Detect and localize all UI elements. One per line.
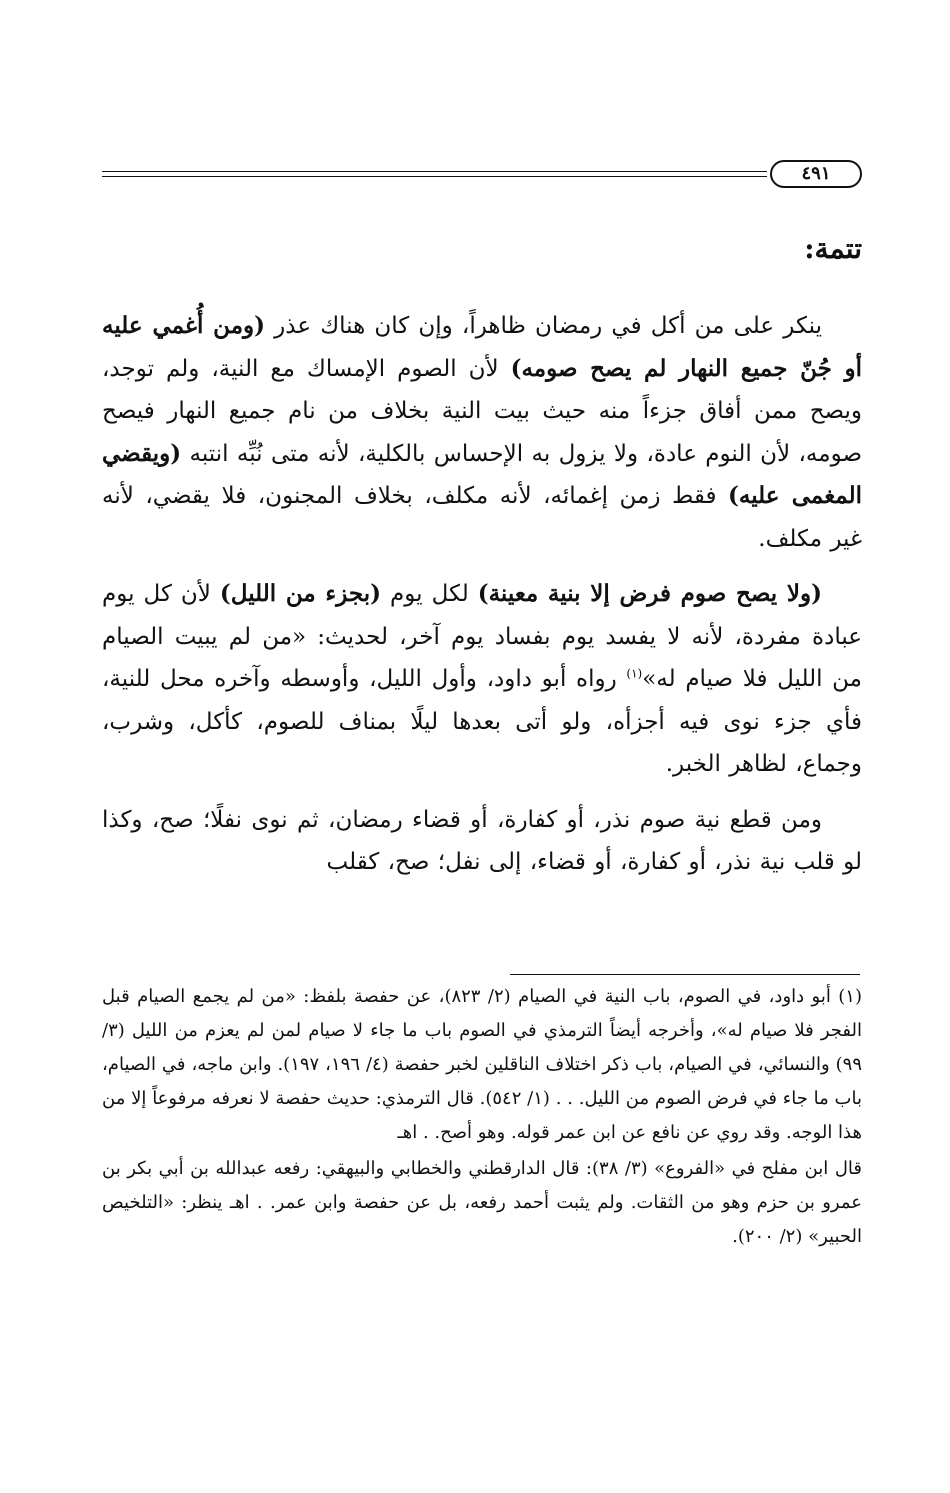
text-segment: لأن كل يوم عبادة مفردة، لأنه لا يفسد يوم بفساد يوم آخر، لحديث: «من لم يبيت الصيام من الليل فلا صيام له» <box>102 581 863 692</box>
footnote-1-continuation: قال ابن مفلح في «الفروع» (٣/ ٣٨): قال الدارقطني والخطابي والبيهقي: رفعه عبدالله بن أبي بكر بن عمرو بن حزم وهو من الثقات. ولم يثبت أحمد رفعه، بل عن حفصة وابن عمر. . اهـ ينظر: «التلخيص الحبير» (٢/ ٢٠٠). <box>102 1158 862 1247</box>
page-number: ٤٩١ <box>770 160 862 188</box>
paragraph-1 <box>102 305 862 560</box>
text-segment: ومن قطع نية صوم نذر، أو كفارة، أو قضاء رمضان، ثم نوى نفلًا؛ صح، وكذا لو قلب نية نذر، أو كفارة، أو قضاء، إلى نفل؛ صح، كقلب <box>102 806 862 875</box>
bold-text-segment: (ومن أُغمي عليه أو جُنّ جميع النهار لم يصح صومه) <box>102 312 862 382</box>
footnote-reference: (١) <box>626 666 643 681</box>
page-header <box>102 160 862 188</box>
bold-text-segment: (ويقضي المغمى عليه) <box>102 439 862 509</box>
paragraph-2 <box>102 573 862 786</box>
main-text <box>102 225 862 897</box>
footnote-1: (١) أبو داود، في الصوم، باب النية في الصيام (٢/ ٨٢٣)، عن حفصة بلفظ: «من لم يجمع الصيام قبل الفجر فلا صيام له»، وأخرجه أيضاً الترمذي في الصوم باب ما جاء لا صيام لمن لم يعزم من الليل (٣/ ٩٩) والنسائي، في الصيام، باب ذكر اختلاف الناقلين لخبر حفصة (٤/ ١٩٦، ١٩٧). وابن ماجه، في الصيام، باب ما جاء في فرض الصوم من الليل. . . (١/ ٥٤٢). قال الترمذي: حديث حفصة لا نعرفه مرفوعاً إلا من هذا الوجه. وقد روي عن نافع عن ابن عمر قوله. وهو أصح. . اهـ <box>102 986 863 1143</box>
bold-text-segment: (بجزء من الليل) <box>219 580 382 607</box>
footnotes <box>102 980 862 1256</box>
text-segment: ينكر على من أكل في رمضان ظاهراً، وإن كان هناك عذر <box>265 313 822 339</box>
footnote-separator <box>510 974 860 975</box>
paragraph-3 <box>102 799 862 884</box>
header-rule <box>102 171 767 177</box>
text-segment: رواه أبو داود، وأول الليل، وأوسطه وآخره محل للنية، فأي جزء نوى فيه أجزأه، ولو أتى بعدها ليلًا بمناف للصوم، كأكل، وشرب، وجماع، لظاهر الخبر. <box>102 666 862 777</box>
text-segment: فقط زمن إغمائه، لأنه مكلف، بخلاف المجنون، فلا يقضي، لأنه غير مكلف. <box>102 483 862 552</box>
bold-text-segment: (ولا يصح صوم فرض إلا بنية معينة) <box>477 580 822 607</box>
section-heading: تتمة: <box>804 232 862 265</box>
text-segment: لأن الصوم الإمساك مع النية، ولم توجد، ويصح ممن أفاق جزءاً منه حيث بيت النية بخلاف من نام جميع النهار فيصح صومه، لأن النوم عادة، ولا يزول به الإحساس بالكلية، لأنه متى نُبِّه انتبه <box>102 355 862 467</box>
text-segment: لكل يوم <box>381 581 478 607</box>
